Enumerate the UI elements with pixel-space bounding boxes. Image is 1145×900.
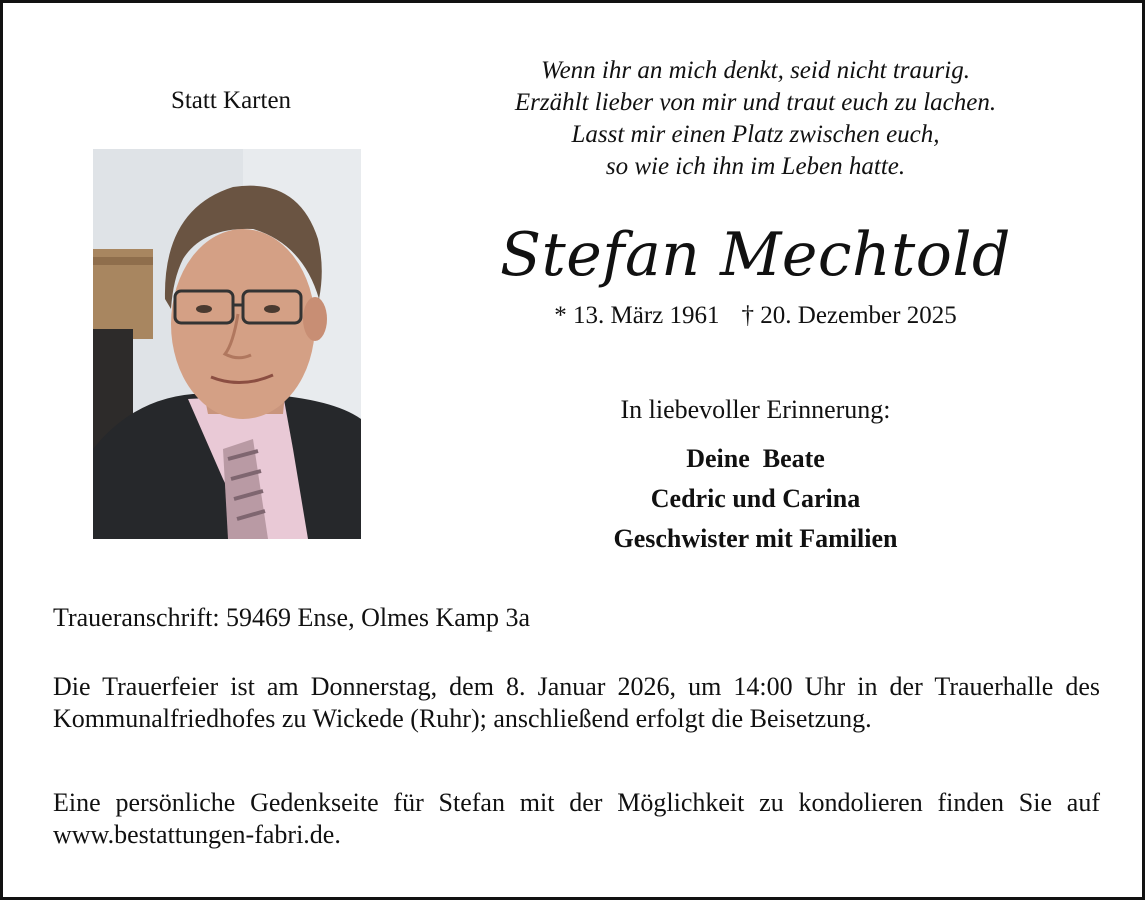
ceremony-text: Die Trauerfeier ist am Donnerstag, dem 8. Januar 2026, um 14:00 Uhr in der Trauerhalle des Kommunalfriedhofes zu Wickede (Ruhr); anschließend erfolgt die Beisetzung. — [53, 672, 1100, 733]
poem-line: Lasst mir einen Platz zwischen euch, — [571, 121, 940, 148]
mourner-line: Cedric und Carina — [650, 484, 861, 513]
portrait-photo — [93, 149, 361, 539]
statt-karten-label: Statt Karten — [170, 87, 292, 114]
poem — [443, 55, 1068, 183]
mourner-line: Geschwister mit Familien — [613, 524, 898, 553]
poem-line: Erzählt lieber von mir und traut euch zu lachen. — [514, 89, 997, 116]
poem-line: Wenn ihr an mich denkt, seid nicht traurig. — [541, 57, 970, 84]
birth-date: * 13. März 1961 — [554, 302, 720, 329]
mourner-line: Deine Beate — [686, 444, 825, 473]
death-date: † 20. Dezember 2025 — [741, 302, 957, 329]
deceased-name: Stefan Mechtold — [500, 220, 1011, 290]
mourning-address: Traueranschrift: 59469 Ense, Olmes Kamp 3a — [53, 603, 531, 632]
mourners-list — [443, 439, 1068, 559]
life-dates — [443, 302, 1068, 330]
poem-line: so wie ich ihn im Leben hatte. — [605, 153, 906, 180]
memorial-text: Eine persönliche Gedenkseite für Stefan mit der Möglichkeit zu kondolieren finden Sie auf www.bestattungen-fabri.de. — [53, 788, 1100, 849]
memory-intro: In liebevoller Erinnerung: — [620, 395, 891, 424]
